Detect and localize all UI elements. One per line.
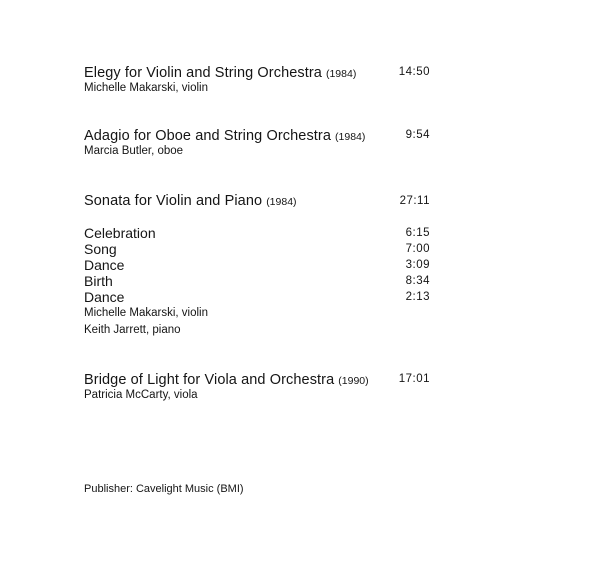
work-title: Adagio for Oboe and String Orchestra [84,128,332,144]
work-year: (1990) [338,375,369,387]
movement-duration: 2:13 [405,291,430,303]
performer: Keith Jarrett, piano [84,324,181,336]
performer: Michelle Makarski, violin [84,82,208,94]
work-duration: 9:54 [405,129,430,141]
work-duration: 27:11 [399,195,430,207]
publisher-note: Publisher: Cavelight Music (BMI) [84,483,244,495]
work-title-row [84,192,297,210]
work-title-row [84,64,356,82]
performer: Patricia McCarty, viola [84,389,198,401]
work-title: Elegy for Violin and String Orchestra [84,65,322,81]
work-title: Sonata for Violin and Piano [84,193,263,209]
performer: Michelle Makarski, violin [84,307,208,319]
work-year: (1984) [266,196,297,208]
movement-name: Song [84,241,117,257]
performer: Marcia Butler, oboe [84,145,184,157]
work-duration: 14:50 [398,66,430,78]
movement-name: Birth [84,273,113,289]
work-duration: 17:01 [398,373,430,385]
movement-duration: 6:15 [405,227,430,239]
movement-duration: 8:34 [405,275,430,287]
work-title-row [84,127,365,145]
work-title: Bridge of Light for Viola and Orchestra [84,372,335,388]
movement-name: Celebration [84,225,156,241]
movement-name: Dance [84,289,125,305]
movement-duration: 7:00 [405,243,430,255]
movement-duration: 3:09 [405,259,430,271]
movement-name: Dance [84,257,125,273]
work-year: (1984) [325,68,357,80]
work-year: (1984) [335,131,366,143]
work-title-row [84,371,369,389]
